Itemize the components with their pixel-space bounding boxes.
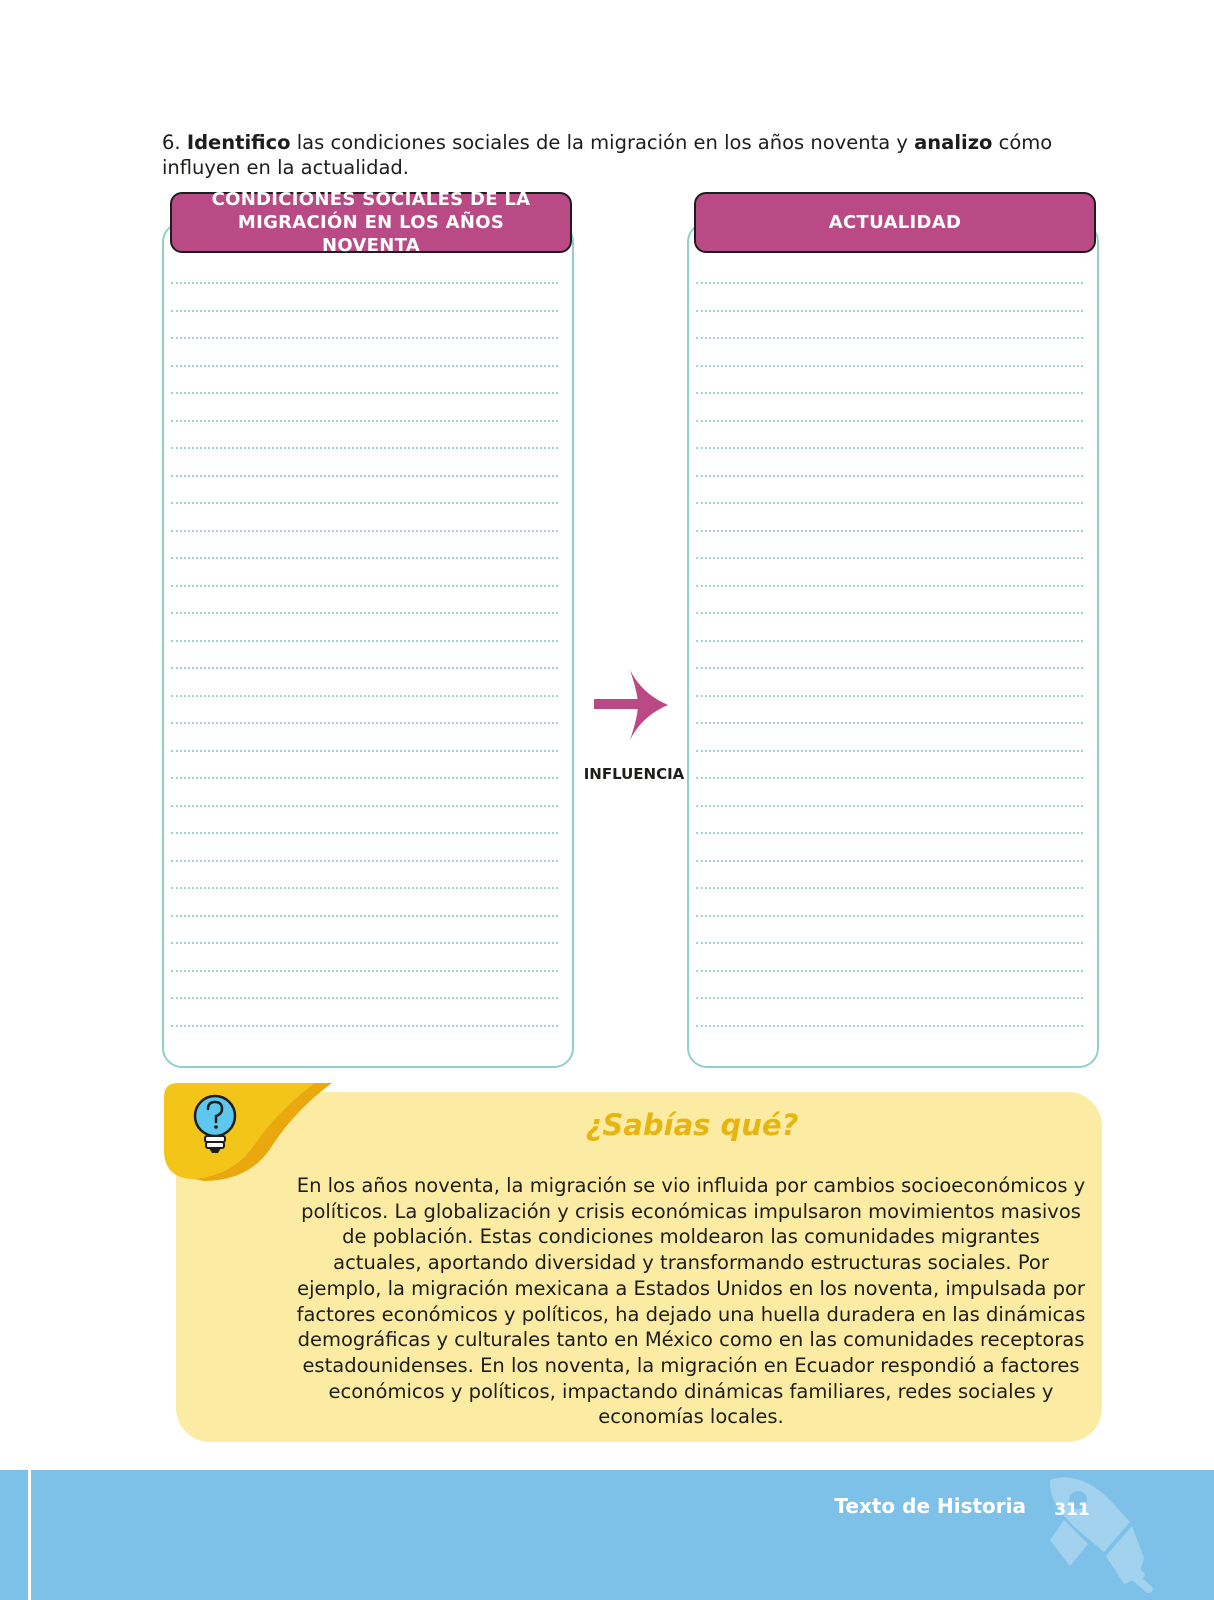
writing-line[interactable] [696,447,1083,449]
writing-line[interactable] [171,557,558,559]
writing-line[interactable] [171,530,558,532]
writing-line[interactable] [696,640,1083,642]
writing-line[interactable] [171,1025,558,1027]
book-title: Texto de Historia [834,1494,1026,1518]
writing-line[interactable] [171,667,558,669]
writing-line[interactable] [171,942,558,944]
writing-line[interactable] [171,915,558,917]
writing-line[interactable] [171,832,558,834]
writing-line[interactable] [171,722,558,724]
writing-line[interactable] [171,282,558,284]
writing-line[interactable] [696,667,1083,669]
writing-line[interactable] [171,777,558,779]
writing-line[interactable] [171,695,558,697]
writing-line[interactable] [696,722,1083,724]
instruction-middle: las condiciones sociales de la migración en los años noventa y [290,130,915,154]
writing-line[interactable] [696,805,1083,807]
writing-line[interactable] [171,502,558,504]
left-column-header [170,189,572,256]
right-column-header [694,192,1096,253]
activity-instruction [162,130,1112,180]
writing-line[interactable] [171,997,558,999]
writing-line[interactable] [171,970,558,972]
writing-line[interactable] [171,447,558,449]
did-you-know-text: En los años noventa, la migración se vio influida por cambios socioeconómicos y políticos. La globalización y crisis económicas impulsaron movimientos masivos de población. Estas condiciones moldearon las comunidades migrantes actuales, aportando diversidad y transformando estructuras sociales. Por ejemplo, la migración mexicana a Estados Unidos en los noventa, impulsada por factores económicos y políticos, ha dejado una huella duradera en las dinámicas demográficas y culturales tanto en México como en las comunidades receptoras estadounidenses. En los noventa, la migración en Ecuador respondió a factores económicos y políticos, impactando dinámicas familiares, redes sociales y economías locales. [296,1174,1086,1429]
writing-line[interactable] [696,585,1083,587]
writing-line[interactable] [171,805,558,807]
writing-line[interactable] [171,585,558,587]
writing-line[interactable] [171,640,558,642]
writing-line[interactable] [696,887,1083,889]
writing-line[interactable] [696,915,1083,917]
rocket-icon [1020,1460,1170,1600]
left-writing-area[interactable] [162,222,574,1068]
writing-line[interactable] [696,502,1083,504]
writing-line[interactable] [171,310,558,312]
writing-line[interactable] [696,942,1083,944]
writing-line[interactable] [696,1025,1083,1027]
writing-line[interactable] [171,392,558,394]
footer-divider [28,1470,31,1600]
writing-line[interactable] [696,750,1083,752]
writing-line[interactable] [696,530,1083,532]
writing-line[interactable] [696,310,1083,312]
did-you-know-title: ¿Sabías qué? [585,1108,799,1142]
writing-line[interactable] [171,365,558,367]
writing-line[interactable] [696,777,1083,779]
instruction-verb-identify: Identifico [186,130,291,154]
arrow-right-icon [594,670,668,740]
writing-line[interactable] [696,420,1083,422]
writing-line[interactable] [696,557,1083,559]
writing-line[interactable] [696,860,1083,862]
page-number: 311 [1054,1500,1090,1520]
instruction-end: cómo influyen en la actualidad. [162,130,1053,179]
writing-line[interactable] [171,420,558,422]
right-column-header-text: ACTUALIDAD [828,212,962,233]
writing-line[interactable] [171,337,558,339]
instruction-verb-analyze: analizo [914,130,993,154]
writing-line[interactable] [696,970,1083,972]
left-writing-lines[interactable] [171,282,558,1048]
writing-line[interactable] [171,860,558,862]
influence-label: INFLUENCIA [583,765,685,783]
writing-line[interactable] [696,392,1083,394]
writing-line[interactable] [696,612,1083,614]
right-writing-lines[interactable] [696,282,1083,1048]
instruction-number: 6. [162,130,187,154]
writing-line[interactable] [171,475,558,477]
writing-line[interactable] [696,997,1083,999]
lightbulb-question-icon [190,1094,240,1158]
writing-line[interactable] [696,365,1083,367]
writing-line[interactable] [171,612,558,614]
writing-line[interactable] [696,832,1083,834]
writing-line[interactable] [696,475,1083,477]
right-writing-area[interactable] [687,222,1099,1068]
writing-line[interactable] [696,337,1083,339]
writing-line[interactable] [171,887,558,889]
writing-line[interactable] [171,750,558,752]
left-column-header-text: CONDICIONES SOCIALES DE LA MIGRACIÓN EN LOS AÑOS NOVENTA [211,189,531,256]
writing-line[interactable] [696,282,1083,284]
writing-line[interactable] [696,695,1083,697]
